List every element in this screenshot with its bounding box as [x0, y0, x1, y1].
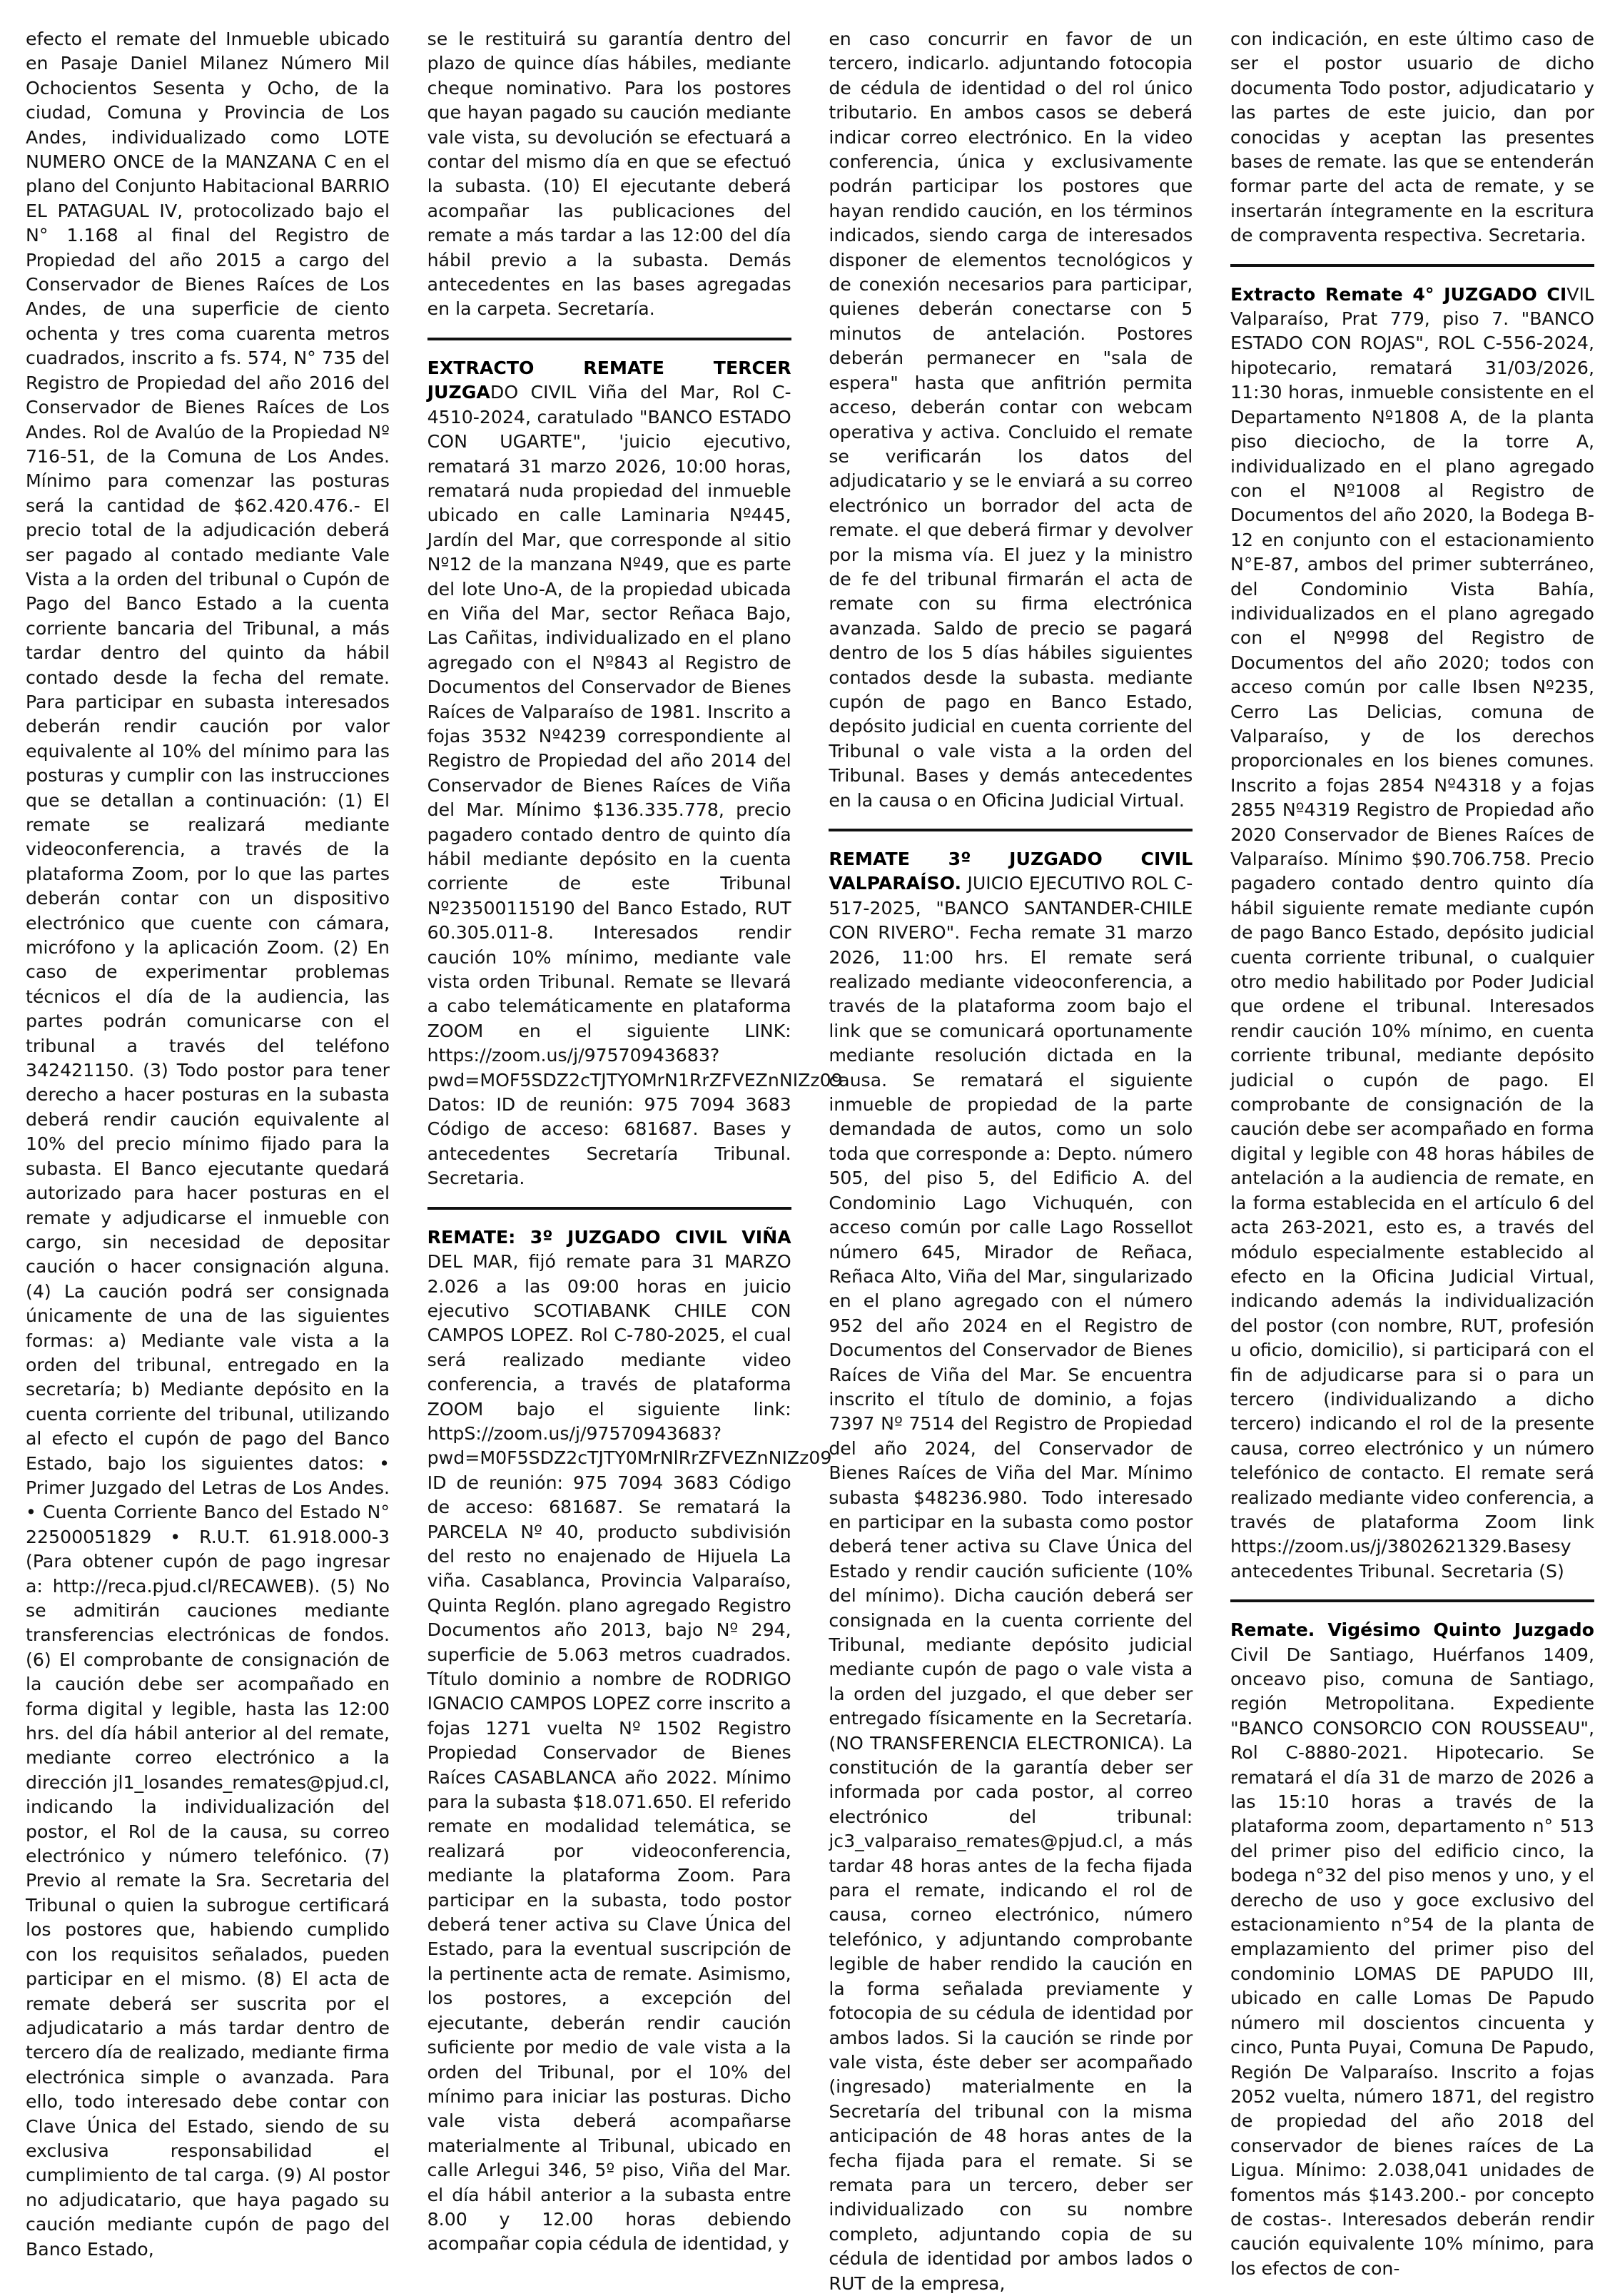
notice-remate-25-juzgado-santiago: [1230, 1599, 1594, 2281]
notice-body: efecto el remate del Inmueble ubicado en Pasaje Daniel Milanez Número Mil Ochocientos Sesenta y Ocho, de la ciudad, Comuna y Provincia de Los Andes, individualizado como LOTE NUMERO ONCE de la MANZANA C en el plano del Conjunto Habitacional BARRIO EL PATAGUAL IV, protocolizado bajo el N° 1.168 al final del Registro de Propiedad del año 2015 a cargo del Conservador de Bienes Raíces de Los Andes, de una superficie de ciento ochenta y tres coma cuarenta metros cuadrados, inscrito a fs. 574, N° 735 del Registro de Propiedad del año 2016 del Conservador de Bienes Raíces de Los Andes. Rol de Avalúo de la Propiedad Nº 716-51, de la Comuna de Los Andes. Mínimo para comenzar las posturas será la cantidad de $62.420.476.- El precio total de la adjudicación deberá ser pagado al contado mediante Vale Vista a la orden del tribunal o Cupón de Pago del Banco Estado a la cuenta corriente bancaria del Tribunal, a más tardar dentro del quinto da hábil contado desde la fecha del remate. Para participar en subasta interesados deberán rendir caución por valor equivalente al 10% del mínimo para las posturas y cumplir con las instrucciones que se detallan a continuación: (1) El remate se realizará mediante videoconferencia, a través de la plataforma Zoom, por lo que las partes deberán contar con un dispositivo electrónico que cuente con cámara, micrófono y la aplicación Zoom. (2) En caso de experimentar problemas técnicos el día de la audiencia, las partes podrán comunicarse con el tribunal a través del teléfono 342421150. (3) Todo postor para tener derecho a hacer posturas en la subasta deberá rendir caución equivalente al 10% del precio mínimo fijado para la subasta. El Banco ejecutante quedará autorizado para hacer posturas en el remate y adjudicarse el inmueble con cargo, sin necesidad de depositar caución o hacer consignación alguna. (4) La caución podrá ser consignada únicamente de una de las siguientes formas: a) Mediante vale vista a la orden del tribunal, entregado en la secretaría; b) Mediante depósito en la cuenta corriente del tribunal, utilizando al efecto el cupón de pago del Banco Estado, bajo los siguientes datos: • Primer Juzgado del Letras de Los Andes. • Cuenta Corriente Banco del Estado N° 22500051829 • R.U.T. 61.918.000-3 (Para obtener cupón de pago ingresar a: http://reca.pjud.cl/RECAWEB). (5) No se admitirán cauciones mediante transferencias electrónicas de fondos. (6) El comprobante de consignación de la caución debe ser acompañado en forma digital y legible, hasta las 12:00 hrs. del día hábil anterior al del remate, mediante correo electrónico a la dirección jl1_losandes_remates@pjud.cl, indicando la individualización del postor, el Rol de la causa, su correo electrónico y número telefónico. (7) Previo al remate la Sra. Secretaria del Tribunal o quien la subrogue certificará los postores que, habiendo cumplido con los requisitos señalados, pueden participar en el mismo. (8) El acta de remate deberá ser suscrita por el adjudicatario a más tardar dentro de tercero día de realizado, mediante firma electrónica simple o avanzada. Para ello, todo interesado debe contar con Clave Única del Estado, siendo de su exclusiva responsabilidad el cumplimiento de tal carga. (9) Al postor no adjudicatario, que haya pagado su caución mediante cupón de pago del Banco Estado,: [26, 29, 390, 2260]
notice-continuation-los-andes-end: [427, 27, 791, 322]
notice-heading: REMATE 3º JUZGADO CIVIL VALPARAÍSO.: [829, 849, 1193, 894]
notice-remate-3-juzgado-vina: [427, 1207, 832, 2257]
notice-heading: Extracto Remate 4° JUZGADO CI: [1230, 283, 1567, 305]
notice-continuation-valparaiso: [1230, 27, 1594, 248]
notice-body: se le restituirá su garantía dentro del plazo de quince días hábiles, mediante cheque nominativo. Para los postores que hayan pagado su caución mediante vale vista, su devolución se efectuará a contar del mismo día en que se efectuó la subasta. (10) El ejecutante deberá acompañar las publicaciones del remate a más tardar a las 12:00 del día hábil previo a la subasta. Demás antecedentes en las bases agregadas en la carpeta. Secretaría.: [427, 29, 791, 320]
notice-continuation-vina: [829, 27, 1193, 813]
notice-remate-3-juzgado-valparaiso: [829, 829, 1193, 2296]
notice-body: DEL MAR, fijó remate para 31 MARZO 2.026 a las 09:00 horas en juicio ejecutivo SCOTIABANK CHILE CON CAMPOS LOPEZ. Rol C-780-2025, el cual será realizado mediante video conferencia, a través de plataforma ZOOM bajo el siguiente link: httpS://zoom.us/j/97570943683?pwd=M0F5SDZ2cTJTY0MrNlRrZFVEZnNIZz09 ID de reunión: 975 7094 3683 Código de acceso: 681687. Se rematará la PARCELA Nº 40, producto subdivisión del resto no enajenado de Hijuela La viña. Casablanca, Provincia Valparaíso, Quinta Reglón. plano agregado Registro Documentos año 2013, bajo Nº 294, superficie de 5.063 metros cuadrados. Título dominio a nombre de RODRIGO IGNACIO CAMPOS LOPEZ corre inscrito a fojas 1271 vuelta Nº 1502 Registro Propiedad Conservador de Bienes Raíces CASABLANCA año 2022. Mínimo para la subasta $18.071.650. El referido remate en modalidad telemática, se realizará por videoconferencia, mediante la plataforma Zoom. Para participar en la subasta, todo postor deberá tener activa su Clave Única del Estado, para la eventual suscripción de la pertinente acta de remate. Asimismo, los postores, a excepción del ejecutante, deberán rendir caución suficiente por medio de vale vista a la orden del Tribunal, por el 10% del mínimo para iniciar las posturas. Dicho vale vista deberá acompañarse materialmente al Tribunal, ubicado en calle Arlegui 346, 5º piso, Viña del Mar. el día hábil anterior a la subasta entre 8.00 y 12.00 horas debiendo acompañar copia cédula de identidad, y: [427, 1251, 832, 2255]
notice-body: Civil De Santiago, Huérfanos 1409, onceavo piso, comuna de Santiago, región Metropolitana. Expediente "BANCO CONSORCIO CON ROUSSEAU", Rol C-8880-2021. Hipotecario. Se rematará el día 31 de marzo de 2026 a las 15:10 horas a través de la plataforma zoom, departamento n° 513 del primer piso del edificio cinco, la bodega n°32 del piso menos y uno, y el derecho de uso y goce exclusivo del estacionamiento n°54 de la planta de emplazamiento del primer piso del condominio LOMAS DE PAPUDO III, ubicado en calle Lomas De Papudo número mil doscientos cincuenta y cinco, Punta Puyai, Comuna De Papudo, Región De Valparaíso. Inscrito a fojas 2052 vuelta, número 1871, del registro de propiedad del año 2018 del conservador de bienes raíces de La Ligua. Mínimo: 2.038,041 unidades de fomentos más $143.200.- por concepto de costas-. Interesados deberán rendir caución equivalente 10% mínimo, para los efectos de con-: [1230, 1644, 1594, 2279]
notice-heading: EXTRACTO REMATE TERCER JUZGA: [427, 357, 791, 403]
column-4: [1230, 27, 1594, 2279]
column-2: [427, 27, 843, 2267]
notice-heading: Remate. Vigésimo Quinto Juzgado: [1230, 1619, 1594, 1641]
column-1: [26, 27, 390, 2267]
notice-body: DO CIVIL Viña del Mar, Rol C-4510-2024, caratulado "BANCO ESTADO CON UGARTE", 'juicio ejecutivo, rematará 31 marzo 2026, 10:00 horas, rematará nuda propiedad del inmueble ubicado en calle Laminaria Nº445, Jardín del Mar, que corresponde al sitio Nº12 de la manzana Nº49, que es parte del lote Uno-A, de la propiedad ubicada en Viña del Mar, sector Reñaca Bajo, Las Cañitas, individualizado en el plano agregado con el Nº843 al Registro de Documentos del Conservador de Bienes Raíces de Valparaíso de 1981. Inscrito a fojas 3532 Nº4239 correspondiente al Registro de Propiedad del año 2014 del Conservador de Bienes Raíces de Viña del Mar. Mínimo $136.335.778, precio pagadero contado dentro de quinto día hábil mediante depósito en la cuenta corriente de este Tribunal Nº23500115190 del Banco Estado, RUT 60.305.011-8. Interesados rendir caución 10% mínimo, mediante vale vista orden Tribunal. Remate se llevará a cabo telemáticamente en plataforma ZOOM en el siguiente LINK: https://zoom.us/j/97570943683?pwd=MOF5SDZ2cTJTYOMrN1RrZFVEZnNIZz09 Datos: ID de reunión: 975 7094 3683 Código de acceso: 681687. Bases y antecedentes Secretaría Tribunal. Secretaria.: [427, 382, 843, 1189]
notice-body: JUICIO EJECUTIVO ROL C-517-2025, "BANCO SANTANDER-CHILE CON RIVERO". Fecha remate 31 marzo 2026, 11:00 hrs. El remate será realizado mediante videoconferencia, a través de la plataforma zoom bajo el link que se comunicará oportunamente mediante resolución dictada en la causa. Se rematará el siguiente inmueble de propiedad de la parte demandada de autos, como un solo toda que corresponde a: Depto. número 505, del piso 5, del Edificio A. del Condominio Lago Vichuquén, con acceso común por calle Lago Rossellot número 645, Mirador de Reñaca, Reñaca Alto, Viña del Mar, singularizado en el plano agregado con el número 952 del año 2024 en el Registro de Documentos del Conservador de Bienes Raíces de Viña del Mar. Se encuentra inscrito el título de dominio, a fojas 7397 Nº 7514 del Registro de Propiedad del año 2024, del Conservador de Bienes Raíces de Viña del Mar. Mínimo subasta $48236.980. Todo interesado en participar en la subasta como postor deberá tener activa su Clave Única del Estado y rendir caución suficiente (10% del mínimo). Dicha caución deberá ser consignada en la cuenta corriente del Tribunal, mediante depósito judicial mediante cupón de pago o vale vista a la orden del juzgado, el que deber ser entregado físicamente en la Secretaría. (NO TRANSFERENCIA ELECTRONICA). La constitución de la garantía deber ser informada por cada postor, al correo electrónico del tribunal: jc3_valparaiso_remates@pjud.cl, a más tardar 48 horas antes de la fecha fijada para el remate, indicando el rol de causa, corneo electrónico, número telefónico, y adjuntando comprobante legible de haber rendido la caución en la forma señalada previamente y fotocopia de su cédula de identidad por ambos lados. Si la caución se rinde por vale vista, éste deber ser acompañado (ingresado) materialmente en la Secretaría del tribunal con la misma anticipación de 48 horas antes de la fecha fijada para el remate. Si se remata para un tercero, deber ser individualizado con su nombre completo, adjuntando copia de su cédula de identidad por ambos lados o RUT de la empresa,: [829, 873, 1193, 2294]
notice-extracto-4-juzgado-valparaiso: [1230, 264, 1594, 1584]
notice-body: en caso concurrir en favor de un tercero, indicarlo. adjuntando fotocopia de cédula de identidad o del rol único tributario. En ambos casos se deberá indicar correo electrónico. En la video conferencia, única y exclusivamente podrán participar los postores que hayan rendido caución, en los términos indicados, siendo carga de interesados disponer de elementos tecnológicos y de conexión necesarios para participar, quienes deberán conectarse con 5 minutos de antelación. Postores deberán permanecer en "sala de espera" hasta que anfitrión permita acceso, deberán contar con webcam operativa y activa. Concluido el remate se verificarán los datos del adjudicatario y se le enviará a su correo electrónico un borrador del acta de remate. el que deberá firmar y devolver por la misma vía. El juez y la ministro de fe del tribunal firmarán el acta de remate con su firma electrónica avanzada. Saldo de precio se pagará dentro de los 5 días hábiles siguientes contados desde la subasta. mediante cupón de pago en Banco Estado, depósito judicial en cuenta corriente del Tribunal o vale vista a la orden del Tribunal. Bases y demás antecedentes en la causa o en Oficina Judicial Virtual.: [829, 29, 1193, 811]
notice-extracto-tercer-juzgado-vina: [427, 338, 843, 1191]
notice-body: VIL Valparaíso, Prat 779, piso 7. "BANCO ESTADO CON ROJAS", ROL C-556-2024, hipotecario, rematará 31/03/2026, 11:30 horas, inmueble consistente en el Departamento Nº1808 A, de la planta piso dieciocho, de la torre A, individualizado en el plano agregado con el Nº1008 al Registro de Documentos del año 2020, la Bodega B-12 en conjunto con el estacionamiento N°E-87, ambos del primer subterráneo, del Condominio Vista Bahía, individualizados en el plano agregado con el Nº998 del Registro de Documentos del año 2020; todos con acceso común por calle Ibsen Nº235, Cerro Las Delicias, comuna de Valparaíso, y de los derechos proporcionales en los bienes comunes. Inscrito a fojas 2854 Nº4318 y a fojas 2855 Nº4319 Registro de Propiedad año 2020 Conservador de Bienes Raíces de Valparaíso. Mínimo $90.706.758. Precio pagadero contado dentro quinto día hábil siguiente remate mediante cupón de pago Banco Estado, depósito judicial cuenta corriente tribunal, o cualquier otro medio habilitado por Poder Judicial que ordene el tribunal. Interesados rendir caución 10% mínimo, en cuenta corriente tribunal, mediante depósito judicial o cupón de pago. El comprobante de consignación de la caución debe ser acompañado en forma digital y legible con 48 horas hábiles de antelación a la audiencia de remate, en la forma establecida en el artículo 6 del acta 263-2021, esto es, a través del módulo especialmente establecido al efecto en la Oficina Judicial Virtual, indicando además la individualización del postor (con nombre, RUT, profesión u oficio, domicilio), si participará con el fin de adjudicarse para si o para un tercero (individualizando a dicho tercero) indicando el rol de la presente causa, correo electrónico y un número telefónico de contacto. El remate será realizado mediante video conferencia, a través de plataforma Zoom link https://zoom.us/j/3802621329.Basesy antecedentes Tribunal. Secretaria (S): [1230, 283, 1594, 1582]
notice-continuation-los-andes: [26, 27, 390, 2262]
notice-body: con indicación, en este último caso de ser el postor usuario de dicho documenta Todo postor, adjudicatario y las partes de este juicio, dan por conocidas y aceptan las presentes bases de remate. las que se entenderán formar parte del acta de remate, y se insertarán íntegramente en la escritura de compraventa respectiva. Secretaria.: [1230, 29, 1594, 246]
column-3: [829, 27, 1193, 2294]
notice-heading: REMATE: 3º JUZGADO CIVIL VIÑA: [427, 1226, 791, 1248]
